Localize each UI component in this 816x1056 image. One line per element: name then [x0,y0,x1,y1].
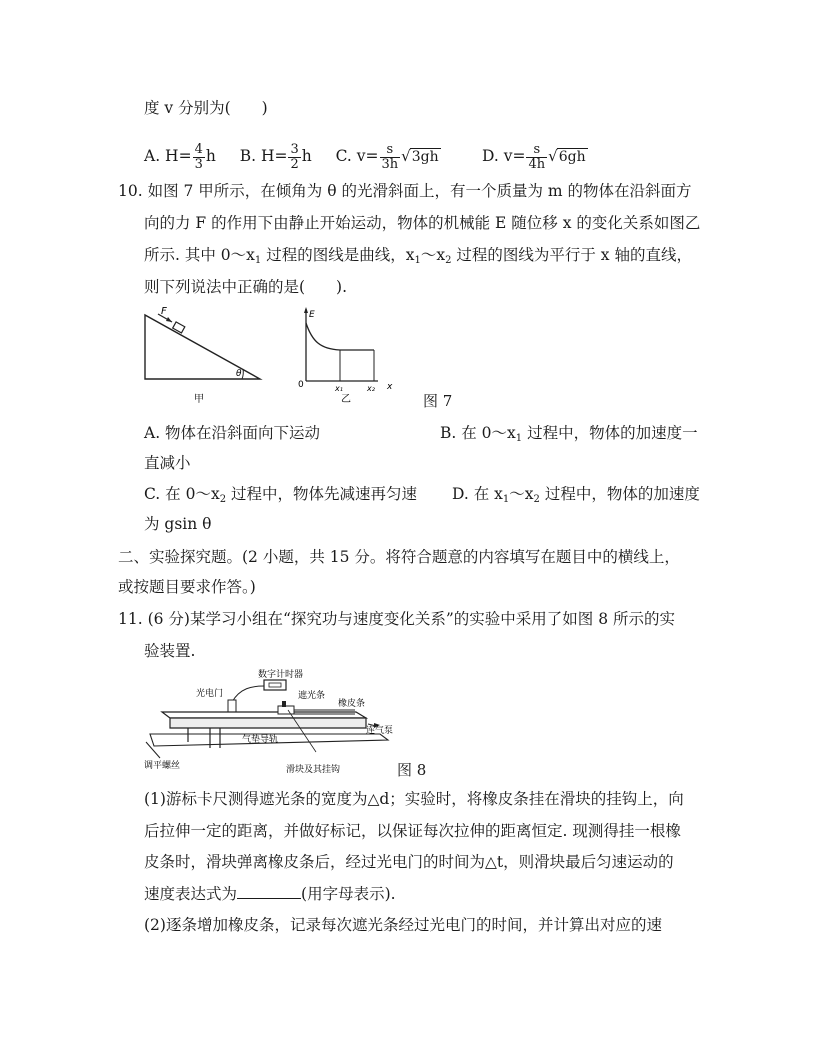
q10-option-a: A. 物体在沿斜面向下运动 [144,424,321,442]
q10-option-c [144,484,417,510]
q10-stem-line1: 10. 如图 7 甲所示，在倾角为 θ 的光滑斜面上，有一个质量为 m 的物体在沿斜面方 [118,182,692,200]
q11-part1-line2: 后拉伸一定的距离，并做好标记，以保证每次拉伸的距离恒定. 现测得挂一根橡 [144,822,681,840]
subscript: 1 [254,255,262,266]
text-segment: 过程中，物体的加速度一 [522,424,698,442]
origin-label: 0 [298,380,304,390]
q9-option-c [335,141,441,172]
q9-option-a-fraction [193,143,205,172]
q10-stem-line2: 向的力 F 的作用下由静止开始运动，物体的机械能 E 随位移 x 的变化关系如图乙 [144,214,701,232]
y-axis-label: E [309,310,315,320]
fraction-numerator: 4 [194,141,203,157]
slider-label: 滑块及其挂钩 [286,765,341,775]
text-segment: 所示. 其中 0～x [144,246,255,264]
q9-option-a-tail: h [205,147,216,165]
q10-option-b [440,423,698,449]
q9-option-b-fraction [288,143,300,172]
q9-option-c-radicand: 3gh [411,149,439,165]
leveling-screw-label: 调平螺丝 [144,761,181,771]
q9-option-d-label: D. v= [482,147,526,165]
text-segment: 过程的图线为平行于 x 轴的直线， [451,246,692,264]
angle-label: θ [236,369,242,379]
q10-stem-line3 [144,245,692,271]
energy-curve [306,323,340,350]
text-segment: ～x [509,485,534,503]
figure-7-caption: 图 7 [423,392,453,410]
energy-graph-yi [298,307,393,405]
subscript: 2 [219,494,227,505]
text-segment: D. 在 x [452,485,503,503]
q9-option-a-label: A. H= [144,147,192,165]
q11-stem-line1: 11. (6 分)某学习小组在“探究功与速度变化关系”的实验中采用了如图 8 所示的实 [118,610,676,628]
fraction-denominator: 3h [381,156,399,172]
q10-option-d-continued: 为 gsin θ [144,515,212,533]
subscript: 1 [515,433,523,444]
q9-option-c-fraction [380,143,401,172]
y-axis-arrow [304,307,308,313]
q9-options [144,138,441,174]
fraction-denominator: 2 [290,156,299,172]
fraction-denominator: 4h [528,156,546,172]
photogate-label: 光电门 [196,689,224,699]
q9-option-b-tail: h [301,147,312,165]
subscript: 1 [414,255,421,266]
q9-option-b [239,141,317,172]
incline-figure-jia [145,306,260,405]
radical-sign-icon: √ [401,147,411,165]
shading-strip [282,701,286,707]
q10-stem-line4: 则下列说法中正确的是( ). [144,278,348,296]
text-segment: 过程中，物体的加速度 [539,485,700,503]
q10-option-b-continued: 直减小 [144,454,191,472]
air-pump-label: 连气泵 [366,726,394,736]
force-arrow-head [166,317,172,322]
timer-label: 数字计时器 [258,670,304,680]
q9-stem-tail: 度 v 分别为( ) [144,99,268,117]
text-segment: C. 在 0～x [144,485,220,503]
air-track-apparatus [144,668,393,775]
x2-label: x₂ [367,384,375,393]
q11-part1-line1: (1)游标卡尺测得遮光条的宽度为△d；实验时，将橡皮条挂在滑块的挂钩上，向 [144,790,684,808]
text-segment: 过程中，物体先减速再匀速 [226,485,418,503]
subscript: 2 [445,255,452,266]
air-track-label: 气垫导轨 [242,735,279,745]
section-2-heading-line1: 二、实验探究题。(2 小题，共 15 分。将符合题意的内容填写在题目中的横线上， [118,548,680,566]
figure-label-jia: 甲 [194,394,204,405]
q9-option-c-label: C. v= [335,147,379,165]
q9-option-a [144,141,221,172]
radical-sign-icon: √ [548,147,558,165]
q11-part1-line3: 皮条时，滑块弹离橡皮条后，经过光电门的时间为△t，则滑块最后匀速运动的 [144,853,674,871]
q9-option-d [482,138,588,174]
rubber-band-label: 橡皮条 [338,699,366,709]
figure-8-caption: 图 8 [397,761,427,779]
answer-blank[interactable] [237,884,301,899]
q9-option-b-label: B. H= [239,147,288,165]
q11-part2-line1: (2)逐条增加橡皮条，记录每次遮光条经过光电门的时间，并计算出对应的速 [144,916,662,934]
q9-option-d-radicand: 6gh [558,149,586,165]
q9-option-d-fraction [526,143,547,172]
fraction-numerator: s [380,143,401,158]
q10-option-d [452,484,700,510]
text-segment: (用字母表示). [301,885,396,903]
air-track-top [162,712,366,718]
air-track-body [170,718,366,728]
fraction-denominator: 3 [194,156,203,172]
slider-block [278,706,294,714]
timer-display [269,683,281,687]
figure-7 [138,305,438,415]
x-axis-label: x [387,382,393,392]
fraction-numerator: 3 [290,141,299,157]
fraction-numerator: s [526,143,547,158]
force-label: F [161,306,167,317]
shading-strip-label: 遮光条 [298,691,326,701]
text-segment: 过程的图线是曲线，x [261,246,415,264]
text-segment: B. 在 0～x [440,424,516,442]
q11-stem-line2: 验装置. [144,642,196,660]
angle-arc [242,369,243,379]
x1-label: x₁ [335,384,343,393]
subscript: 1 [502,494,510,505]
subscript: 2 [533,494,540,505]
figure-label-yi: 乙 [341,394,351,405]
figure-8 [140,668,420,780]
section-2-heading-line2: 或按题目要求作答。) [118,578,256,596]
q11-part1-line4 [144,884,396,904]
timer-cable [232,686,264,702]
text-segment: 速度表达式为 [144,885,238,903]
text-segment: ～x [420,246,446,264]
